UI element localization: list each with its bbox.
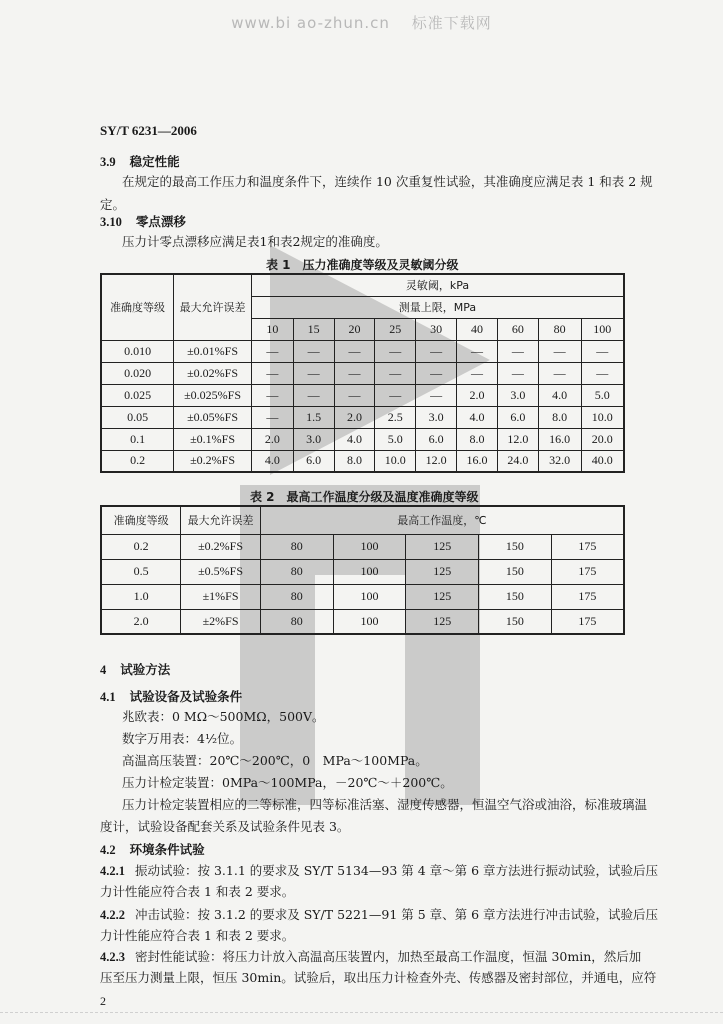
site-watermark <box>0 12 723 33</box>
section-title: 试验设备及试验条件 <box>129 689 243 704</box>
standard-code: SY/T 6231—2006 <box>100 123 197 138</box>
value-cell: — <box>251 384 293 406</box>
value-cell: 8.0 <box>538 406 581 428</box>
value-cell: 10.0 <box>375 450 416 472</box>
range-header: 30 <box>416 318 457 340</box>
value-cell: 4.0 <box>251 450 293 472</box>
section-4-1-heading <box>100 687 242 705</box>
header-sensitivity: 灵敏阈，kPa <box>251 274 624 296</box>
value-cell: 2.5 <box>375 406 416 428</box>
section-number: 4 <box>100 663 107 677</box>
value-cell: 10.0 <box>581 406 624 428</box>
value-cell: — <box>497 362 538 384</box>
value-cell: 1.5 <box>293 406 334 428</box>
value-cell: 6.0 <box>416 428 457 450</box>
paragraph: 力计性能应符合表 1 和表 2 要求。 <box>100 884 295 899</box>
section-title: 零点漂移 <box>135 214 186 229</box>
table-row <box>101 559 624 584</box>
value-cell: 4.0 <box>457 406 498 428</box>
paragraph: 兆欧表：0 MΩ～500MΩ，500V。 <box>122 709 325 724</box>
paragraph: 度计，试验设备配套关系及试验条件见表 3。 <box>100 819 350 834</box>
grade-cell: 0.1 <box>101 428 174 450</box>
value-cell: — <box>497 340 538 362</box>
value-cell: 3.0 <box>497 384 538 406</box>
watermark-site-name: 标准下载网 <box>411 14 492 32</box>
section-number: 3.10 <box>100 215 122 229</box>
value-cell: 8.0 <box>334 450 375 472</box>
value-cell: 2.0 <box>334 406 375 428</box>
divider <box>0 1012 723 1014</box>
value-cell: 2.0 <box>457 384 498 406</box>
table-row <box>101 340 624 362</box>
value-cell: 20.0 <box>581 428 624 450</box>
grade-cell: 0.020 <box>101 362 174 384</box>
value-cell: 16.0 <box>538 428 581 450</box>
range-header: 15 <box>293 318 334 340</box>
value-cell: 100 <box>333 609 406 634</box>
paragraph: 冲击试验：按 3.1.2 的要求及 SY/T 5221—91 第 5 章、第 6 章方法进行冲击试验，试验后压 <box>135 907 659 922</box>
section-number: 4.2.3 <box>100 950 125 964</box>
paragraph: 振动试验：按 3.1.1 的要求及 SY/T 5134—93 第 4 章～第 6 章方法进行振动试验，试验后压 <box>135 863 659 878</box>
paragraph: 密封性能试验：将压力计放入高温高压装置内，加热至最高工作温度，恒温 30min，然后加 <box>135 949 642 964</box>
value-cell: — <box>375 340 416 362</box>
page-number: 2 <box>100 994 106 1008</box>
header-max-temp: 最高工作温度，℃ <box>260 506 624 534</box>
value-cell: — <box>416 384 457 406</box>
table-row <box>101 362 624 384</box>
section-number: 4.2.2 <box>100 908 125 922</box>
paragraph: 压力计检定装置相应的二等标准，四等标准活塞、湿度传感器，恒温空气浴或油浴，标准玻璃温 <box>122 797 648 812</box>
value-cell: — <box>538 340 581 362</box>
watermark-url: www.bi ao-zhun.cn <box>231 14 390 32</box>
value-cell: — <box>293 384 334 406</box>
table-row <box>101 609 624 634</box>
value-cell: 125 <box>406 609 479 634</box>
value-cell: 24.0 <box>497 450 538 472</box>
value-cell: 100 <box>333 559 406 584</box>
value-cell: 2.0 <box>251 428 293 450</box>
error-cell: ±2%FS <box>181 609 261 634</box>
section-title: 稳定性能 <box>129 154 180 169</box>
value-cell: 32.0 <box>538 450 581 472</box>
paragraph: 压至压力测量上限，恒压 30min。试验后，取出压力计检查外壳、传感器及密封部位，并通电，应符 <box>100 970 657 985</box>
value-cell: — <box>334 384 375 406</box>
value-cell: 100 <box>333 534 406 559</box>
value-cell: — <box>457 340 498 362</box>
table-row <box>101 384 624 406</box>
paragraph: 高温高压装置：20℃～200℃，0 MPa～100MPa。 <box>122 753 428 768</box>
header-max-error: 最大允许误差 <box>181 506 261 534</box>
value-cell: — <box>334 340 375 362</box>
value-cell: 80 <box>260 534 333 559</box>
value-cell: — <box>251 340 293 362</box>
section-number: 4.2 <box>100 843 116 857</box>
header-max-error: 最大允许误差 <box>174 274 252 340</box>
value-cell: 125 <box>406 534 479 559</box>
value-cell: 5.0 <box>581 384 624 406</box>
grade-cell: 0.2 <box>101 450 174 472</box>
value-cell: 125 <box>406 559 479 584</box>
paragraph: 压力计检定装置：0MPa～100MPa，－20℃～＋200℃。 <box>122 775 453 790</box>
section-title: 试验方法 <box>120 662 171 677</box>
value-cell: — <box>293 362 334 384</box>
value-cell: 175 <box>551 559 624 584</box>
error-cell: ±0.2%FS <box>181 534 261 559</box>
value-cell: 150 <box>479 609 552 634</box>
paragraph: 在规定的最高工作压力和温度条件下，连续作 10 次重复性试验，其准确度应满足表 1 和表 2 规 <box>122 174 653 189</box>
paragraph: 压力计零点漂移应满足表1和表2规定的准确度。 <box>122 234 388 249</box>
grade-cell: 0.05 <box>101 406 174 428</box>
value-cell: 8.0 <box>457 428 498 450</box>
value-cell: 150 <box>479 559 552 584</box>
value-cell: — <box>538 362 581 384</box>
range-header: 100 <box>581 318 624 340</box>
error-cell: ±1%FS <box>181 584 261 609</box>
error-cell: ±0.02%FS <box>174 362 252 384</box>
value-cell: — <box>375 362 416 384</box>
table-1 <box>100 273 625 473</box>
value-cell: 6.0 <box>293 450 334 472</box>
table-row <box>101 534 624 559</box>
value-cell: — <box>334 362 375 384</box>
grade-cell: 1.0 <box>101 584 181 609</box>
header-range: 测量上限，MPa <box>251 296 624 318</box>
error-cell: ±0.05%FS <box>174 406 252 428</box>
value-cell: 175 <box>551 534 624 559</box>
error-cell: ±0.01%FS <box>174 340 252 362</box>
grade-cell: 0.2 <box>101 534 181 559</box>
section-number: 4.2.1 <box>100 864 125 878</box>
value-cell: 12.0 <box>497 428 538 450</box>
value-cell: — <box>293 340 334 362</box>
value-cell: 150 <box>479 584 552 609</box>
value-cell: — <box>251 406 293 428</box>
value-cell: 80 <box>260 559 333 584</box>
header-grade: 准确度等级 <box>101 506 181 534</box>
value-cell: 3.0 <box>416 406 457 428</box>
section-number: 3.9 <box>100 155 116 169</box>
value-cell: — <box>416 340 457 362</box>
error-cell: ±0.5%FS <box>181 559 261 584</box>
section-title: 环境条件试验 <box>129 842 205 857</box>
paragraph: 定。 <box>100 197 126 212</box>
grade-cell: 0.010 <box>101 340 174 362</box>
header-grade: 准确度等级 <box>101 274 174 340</box>
value-cell: 4.0 <box>334 428 375 450</box>
value-cell: 80 <box>260 584 333 609</box>
value-cell: — <box>457 362 498 384</box>
section-4-heading <box>100 660 170 678</box>
table-row <box>101 450 624 472</box>
value-cell: 12.0 <box>416 450 457 472</box>
error-cell: ±0.025%FS <box>174 384 252 406</box>
error-cell: ±0.2%FS <box>174 450 252 472</box>
error-cell: ±0.1%FS <box>174 428 252 450</box>
grade-cell: 2.0 <box>101 609 181 634</box>
section-4-2-heading <box>100 840 205 858</box>
range-header: 20 <box>334 318 375 340</box>
value-cell: 150 <box>479 534 552 559</box>
range-header: 80 <box>538 318 581 340</box>
value-cell: 40.0 <box>581 450 624 472</box>
section-3-9-heading <box>100 152 180 170</box>
value-cell: — <box>375 384 416 406</box>
value-cell: 5.0 <box>375 428 416 450</box>
value-cell: 80 <box>260 609 333 634</box>
paragraph: 数字万用表：4½位。 <box>122 731 243 746</box>
table-2-title: 表 2 最高工作温度分级及温度准确度等级 <box>250 490 479 504</box>
value-cell: — <box>251 362 293 384</box>
table-row <box>101 406 624 428</box>
section-number: 4.1 <box>100 690 116 704</box>
value-cell: 16.0 <box>457 450 498 472</box>
table-row <box>101 584 624 609</box>
section-4-2-3 <box>100 947 641 965</box>
section-4-2-2 <box>100 905 658 923</box>
value-cell: 100 <box>333 584 406 609</box>
value-cell: 175 <box>551 584 624 609</box>
range-header: 40 <box>457 318 498 340</box>
grade-cell: 0.5 <box>101 559 181 584</box>
value-cell: 3.0 <box>293 428 334 450</box>
range-header: 10 <box>251 318 293 340</box>
section-3-10-heading <box>100 212 186 230</box>
value-cell: — <box>581 340 624 362</box>
value-cell: — <box>416 362 457 384</box>
value-cell: 125 <box>406 584 479 609</box>
section-4-2-1 <box>100 861 658 879</box>
paragraph: 力计性能应符合表 1 和表 2 要求。 <box>100 928 295 943</box>
value-cell: 175 <box>551 609 624 634</box>
table-2 <box>100 505 625 635</box>
value-cell: 6.0 <box>497 406 538 428</box>
value-cell: — <box>581 362 624 384</box>
table-1-title: 表 1 压力准确度等级及灵敏阈分级 <box>266 258 459 272</box>
table-row <box>101 428 624 450</box>
range-header: 60 <box>497 318 538 340</box>
value-cell: 4.0 <box>538 384 581 406</box>
grade-cell: 0.025 <box>101 384 174 406</box>
range-header: 25 <box>375 318 416 340</box>
